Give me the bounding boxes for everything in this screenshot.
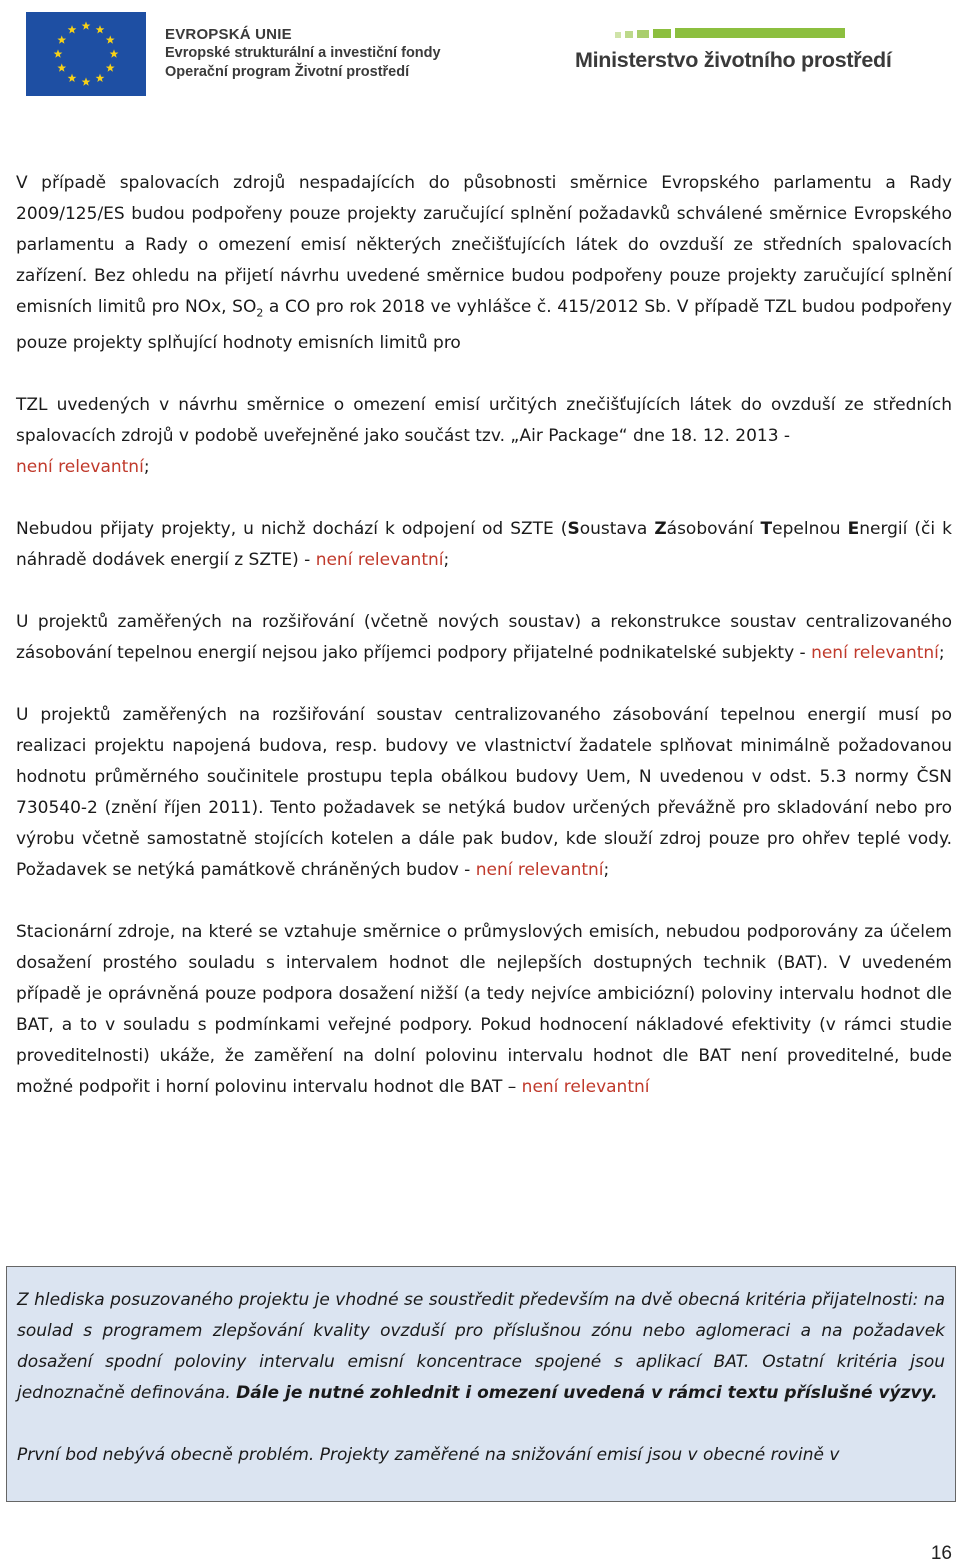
szte-letter-e: E <box>847 519 860 540</box>
paragraph-4 <box>16 607 952 669</box>
ministry-logo-stripes <box>615 26 845 40</box>
szte-letter-z: Z <box>654 519 667 540</box>
paragraph-2 <box>16 390 952 483</box>
semicolon: ; <box>938 643 945 664</box>
paragraph-3-text-d: epelnou <box>772 519 848 540</box>
semicolon: ; <box>443 550 450 571</box>
paragraph-3-text-a: Nebudou přijaty projekty, u nichž dochází k odpojení od SZTE ( <box>16 519 568 540</box>
szte-letter-s: S <box>567 519 580 540</box>
ministry-logo <box>575 26 945 73</box>
paragraph-3-text-e: nergií (či k náhradě dodávek energií z SZTE) - <box>16 519 953 571</box>
paragraph-1-text-b: a CO pro rok 2018 ve vyhlášce č. 415/2012 Sb. V případě TZL budou podpořeny pouze projekty splňující hodnoty emisních limitů pro <box>16 297 953 354</box>
ministry-stripes-icon <box>615 26 845 40</box>
paragraph-4-text: U projektů zaměřených na rozšiřování (včetně nových soustav) a rekonstrukce soustav centralizovaného zásobování tepelnou energií nejsou jako příjemci podpory přijatelné podnikatelské subjekty - <box>16 612 952 664</box>
szte-letter-t: T <box>760 519 773 540</box>
paragraph-5 <box>16 700 952 886</box>
paragraph-2-text: TZL uvedených v návrhu směrnice o omezení emisí určitých znečišťujících látek do ovzduší ze středních spalovacích zdrojů v podobě uveřejněné jako součást tzv. „Air Package“ dne 18. 12. 2013 - <box>16 395 952 447</box>
note-paragraph-2 <box>17 1440 945 1471</box>
eu-program: Operační program Životní prostředí <box>165 64 410 80</box>
eu-flag-logo <box>26 12 146 96</box>
page-header <box>0 0 960 110</box>
so2-subscript: 2 <box>256 306 264 320</box>
eu-title: EVROPSKÁ UNIE <box>165 26 292 43</box>
paragraph-1-text-a: V případě spalovacích zdrojů nespadajících do působnosti směrnice Evropského parlamentu a Rady 2009/125/ES budou podpořeny pouze projekty zaručující splnění požadavků schválené směrnice Evropského parlamentu a Rady o omezení emisí některých znečišťujících látek do ovzduší ze středních spalovacích zařízení. Bez ohledu na přijetí návrhu uvedené směrnice budou podpořeny pouze projekty zaručující splnění emisních limitů pro NOx, SO <box>16 173 952 317</box>
not-relevant-label: není relevantní <box>475 860 604 881</box>
document-body <box>16 168 952 1103</box>
paragraph-1 <box>16 168 952 359</box>
paragraph-6-text: Stacionární zdroje, na které se vztahuje směrnice o průmyslových emisích, nebudou podporovány za účelem dosažení prostého souladu s intervalem hodnot dle nejlepších dostupných technik (BAT). V uvedeném případě je oprávněná pouze podpora dosažení nižší (a tedy nejvíce ambiciózní) poloviny intervalu hodnot dle BAT, a to v souladu s podmínkami veřejné podpory. Pokud hodnocení nákladové efektivity (v rámci studie proveditelnosti) ukáže, že zaměření na dolní polovinu intervalu hodnot dle BAT není proveditelné, bude možné podpořit i horní polovinu intervalu hodnot dle BAT – <box>16 922 952 1098</box>
eu-funds: Evropské strukturální a investiční fondy <box>165 45 441 61</box>
eu-program-text <box>165 25 441 82</box>
semicolon: ; <box>143 457 150 478</box>
note-emphasis: Dále je nutné zohlednit i omezení uvedená v rámci textu příslušné výzvy. <box>236 1383 938 1403</box>
not-relevant-label: není relevantní <box>521 1077 650 1098</box>
paragraph-3-text-b: oustava <box>579 519 655 540</box>
page-number: 16 <box>930 1543 952 1564</box>
paragraph-3 <box>16 514 952 576</box>
note-text <box>17 1285 945 1471</box>
not-relevant-label: není relevantní <box>16 457 144 478</box>
highlight-note-box <box>6 1266 956 1502</box>
not-relevant-label: není relevantní <box>811 643 939 664</box>
eu-flag-icon <box>26 12 146 96</box>
paragraph-3-text-c: ásobování <box>666 519 761 540</box>
not-relevant-label: není relevantní <box>315 550 444 571</box>
semicolon: ; <box>603 860 610 881</box>
note-paragraph-1-text: Z hlediska posuzovaného projektu je vhodné se soustředit především na dvě obecná kritéria přijatelnosti: na soulad s programem zlepšování kvality ovzduší pro příslušnou zónu nebo aglomeraci a na požadavek dosažení spodní poloviny intervalu emisní koncentrace spojené s aplikací BAT. Ostatní kritéria jsou jednoznačně definována. <box>17 1290 945 1403</box>
paragraph-5-text: U projektů zaměřených na rozšiřování soustav centralizovaného zásobování tepelnou energií musí po realizaci projektu napojená budova, resp. budovy ve vlastnictví žadatele splňovat minimálně požadovanou hodnotu průměrného součinitele prostupu tepla obálkou budovy Uem, N uvedenou v odst. 5.3 normy ČSN 730540-2 (znění říjen 2011). Tento požadavek se netýká budov určených převážně pro skladování nebo pro výrobu včetně samostatně stojících kotelen a dále pak budov, kde slouží zdroj pouze pro ohřev teplé vody. Požadavek se netýká památkově chráněných budov - <box>16 705 952 881</box>
paragraph-6 <box>16 917 952 1103</box>
ministry-name: Ministerstvo životního prostředí <box>575 48 892 72</box>
note-paragraph-1 <box>17 1285 945 1409</box>
note-paragraph-2-text: První bod nebývá obecně problém. Projekty zaměřené na snižování emisí jsou v obecné rovině v <box>17 1445 840 1465</box>
